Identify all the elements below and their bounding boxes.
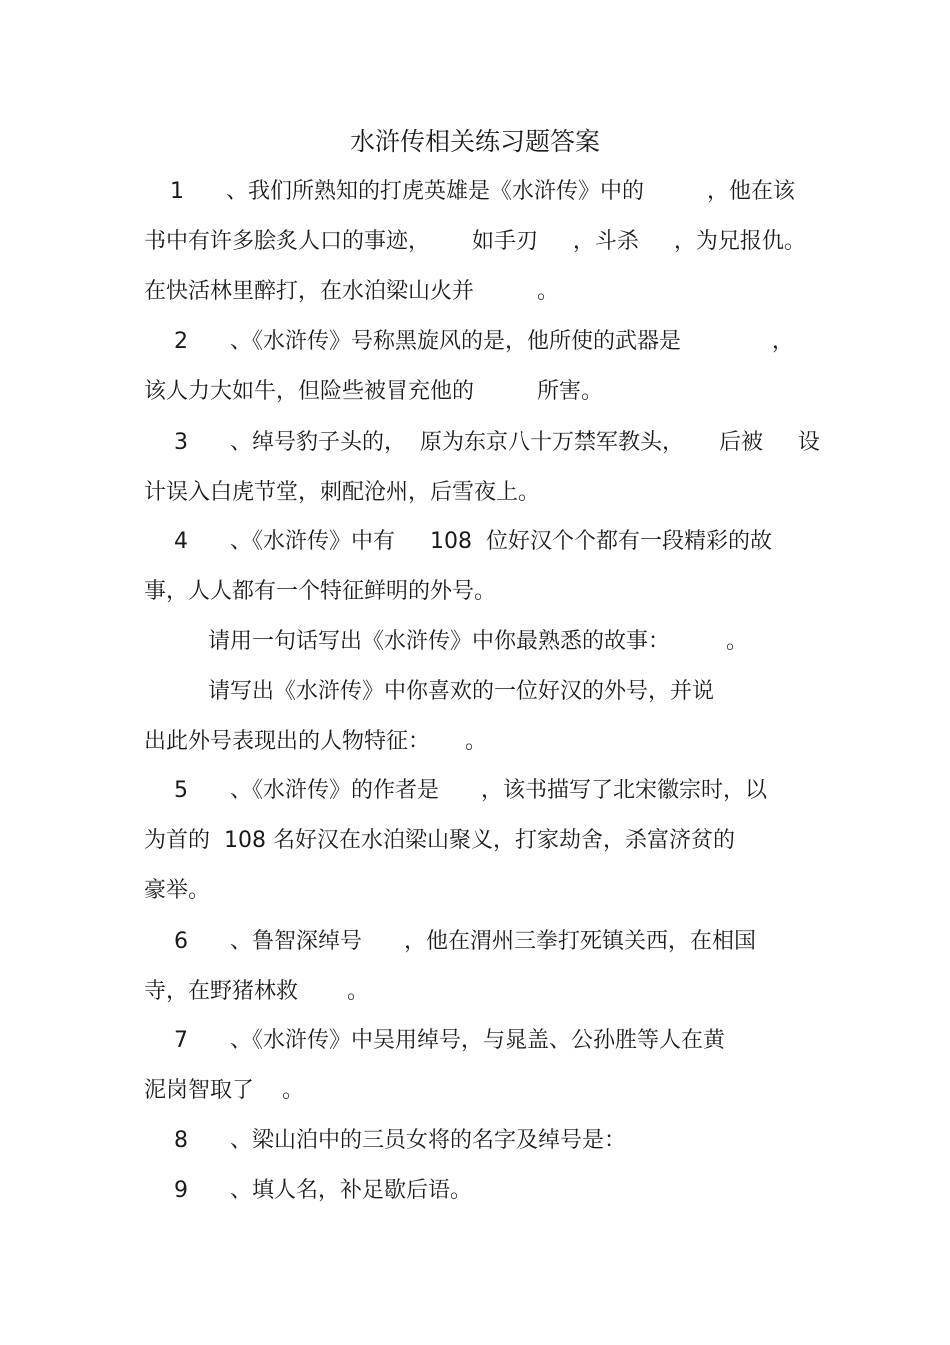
question-5-line-2: 为首的 108 名好汉在水泊梁山聚义，打家劫舍，杀富济贫的 [144, 828, 735, 853]
question-text: 、梁山泊中的三员女将的名字及绰号是： [230, 1128, 627, 1153]
page-title: 水浒传相关练习题答案 [349, 127, 600, 156]
question-number: 1 [170, 179, 184, 204]
question-4-line-1 [174, 527, 772, 557]
question-4-line-2: 事，人人都有一个特征鲜明的外号。 [144, 579, 497, 604]
question-3-line-1 [174, 428, 820, 458]
question-5-line-3: 豪举。 [144, 878, 211, 903]
question-text: 、《水浒传》中吴用绰号，与晁盖、公孙胜等人在黄 [230, 1028, 726, 1053]
question-7-line-2: 泥岗智取了 。 [144, 1078, 304, 1103]
question-1-line-1 [170, 177, 795, 207]
question-6-line-2: 寺，在野猪林救 。 [144, 979, 369, 1004]
question-1-line-2: 书中有许多脍炙人口的事迹， 如手刃 ，斗杀 ，为兄报仇。 [144, 229, 806, 254]
question-1-line-3: 在快活林里醉打，在水泊梁山火并 。 [144, 279, 559, 304]
question-number: 9 [174, 1178, 188, 1203]
question-text: 、《水浒传》号称黑旋风的是，他所使的武器是 ， [230, 329, 794, 354]
question-3-line-2: 计误入白虎节堂，刺配沧州，后雪夜上。 [144, 480, 541, 505]
question-6-line-1 [174, 927, 756, 957]
question-9-line-1 [174, 1176, 472, 1206]
question-text: 、《水浒传》的作者是 ，该书描写了北宋徽宗时，以 [230, 778, 767, 803]
question-number: 7 [174, 1028, 188, 1053]
question-text: 、我们所熟知的打虎英雄是《水浒传》中的 ，他在该 [226, 179, 795, 204]
question-number: 8 [174, 1128, 188, 1153]
question-number: 4 [174, 529, 188, 554]
question-text: 、绰号豹子头的， 原为东京八十万禁军教头， 后被 设 [230, 430, 820, 455]
question-number: 3 [174, 430, 188, 455]
question-text: 、《水浒传》中有 108 位好汉个个都有一段精彩的故 [230, 529, 772, 554]
question-number: 6 [174, 929, 188, 954]
question-8-line-1 [174, 1126, 626, 1156]
question-2-line-1 [174, 327, 794, 357]
question-2-line-2: 该人力大如牛，但险些被冒充他的 所害。 [144, 379, 603, 404]
question-text: 、鲁智深绰号 ，他在渭州三拳打死镇关西，在相国 [230, 929, 756, 954]
question-4-sub-1: 请用一句话写出《水浒传》中你最熟悉的故事： 。 [208, 629, 748, 654]
question-number: 5 [174, 778, 188, 803]
question-number: 2 [174, 329, 188, 354]
question-7-line-1 [174, 1026, 725, 1056]
question-text: 、填人名，补足歇后语。 [230, 1178, 473, 1203]
question-4-sub-2-cont: 出此外号表现出的人物特征： 。 [144, 729, 487, 754]
question-4-sub-2: 请写出《水浒传》中你喜欢的一位好汉的外号，并说 [208, 679, 715, 704]
question-5-line-1 [174, 776, 767, 806]
